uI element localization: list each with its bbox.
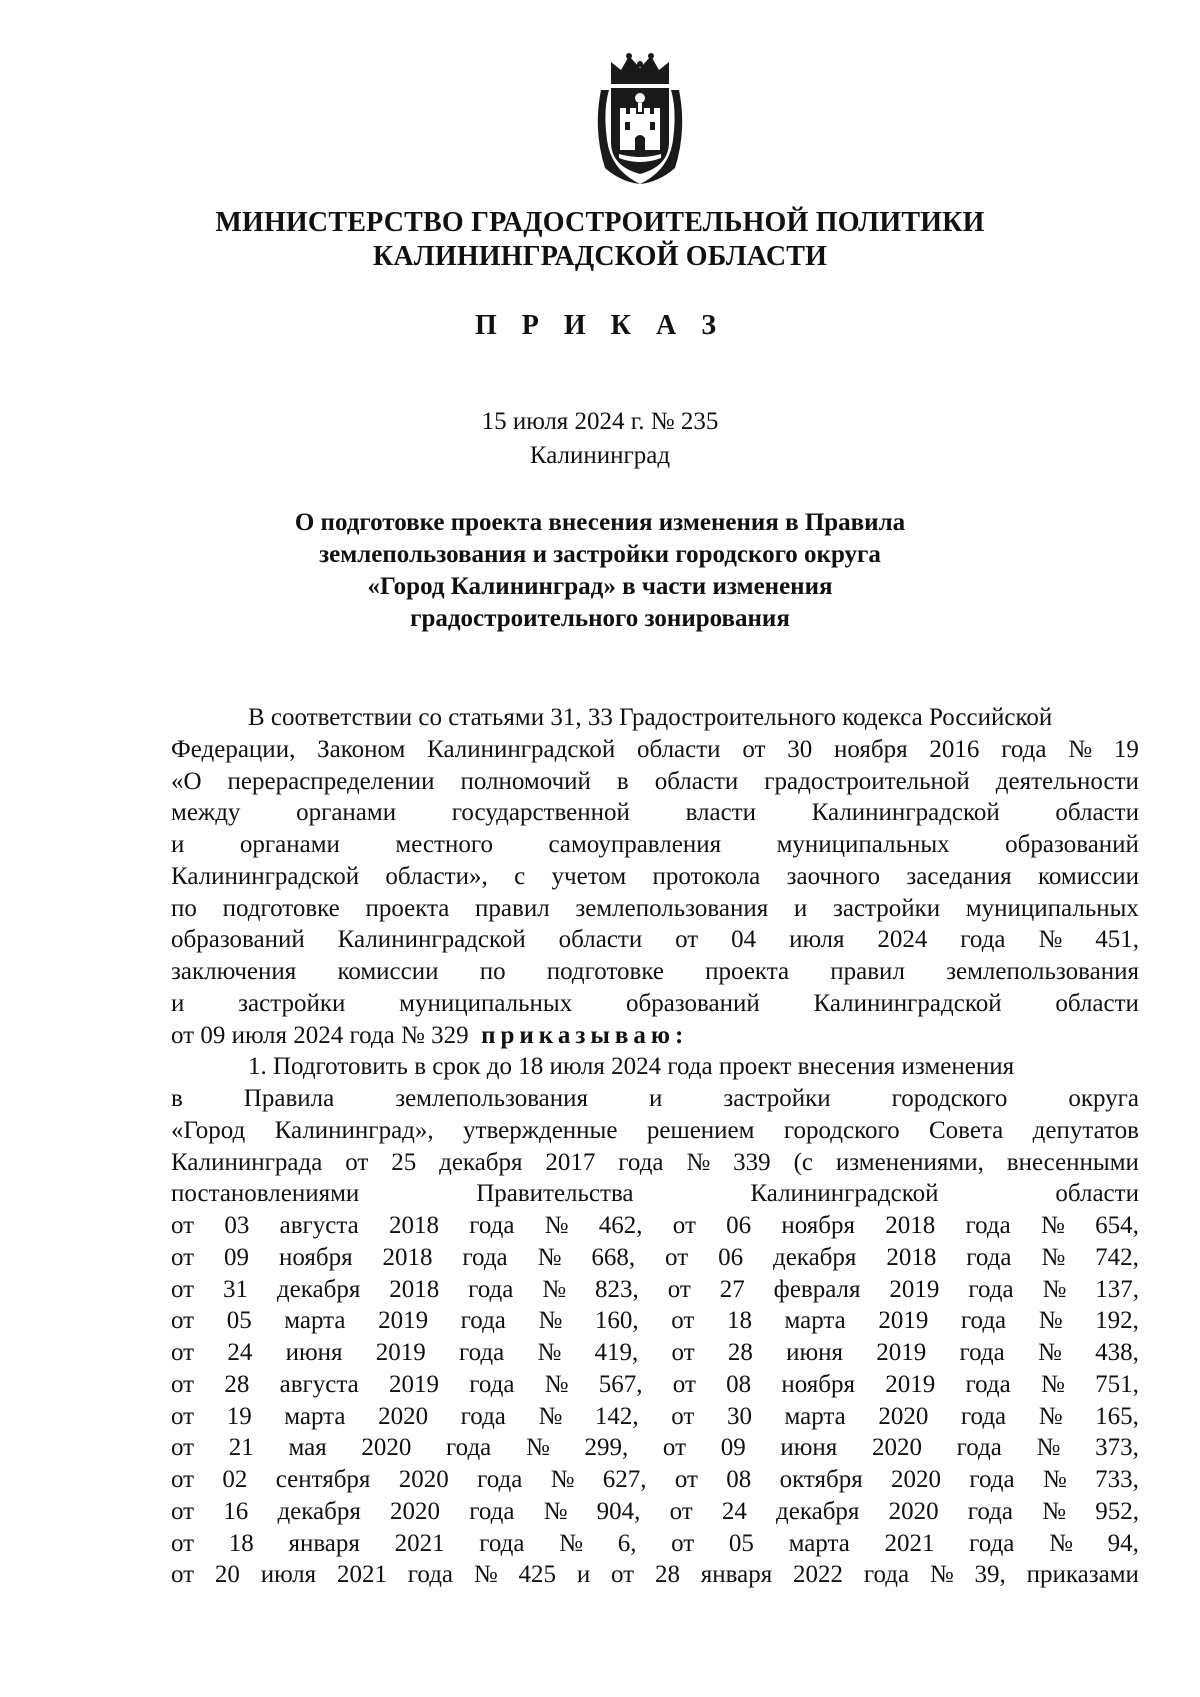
body-line: от 02 сентября 2020 года № 627, от 08 октября 2020 года № 733, xyxy=(171,1466,1139,1493)
body-line: заключения комиссии по подготовке проекта правил землепользования xyxy=(171,958,1139,985)
body-line: между органами государственной власти Калининградской области xyxy=(171,799,1139,827)
body-line: «Город Калининград», утвержденные решением городского Совета депутатов xyxy=(171,1116,1139,1144)
ministry-name xyxy=(0,206,1200,274)
document-body xyxy=(171,702,1139,1591)
coat-of-arms-emblem xyxy=(591,50,689,186)
body-line: в Правила землепользования и застройки городского округа xyxy=(171,1085,1139,1112)
subject-line-1: О подготовке проекта внесения изменения в Правила xyxy=(294,509,906,536)
document-subject xyxy=(0,507,1200,635)
body-line: от 09 ноября 2018 года № 668, от 06 декабря 2018 года № 742, xyxy=(171,1243,1139,1271)
subject-line-4: градостроительного зонирования xyxy=(410,605,790,632)
body-line: Федерации, Законом Калининградской области от 30 ноября 2016 года № 19 xyxy=(171,735,1139,763)
body-line: от 18 января 2021 года № 6, от 05 марта 2021 года № 94, xyxy=(171,1529,1139,1557)
body-line: по подготовке проекта правил землепользования и застройки муниципальных xyxy=(171,894,1139,922)
body-line: от 24 июня 2019 года № 419, от 28 июня 2019 года № 438, xyxy=(171,1339,1139,1366)
body-line: от 21 мая 2020 года № 299, от 09 июня 2020 года № 373, xyxy=(171,1434,1139,1462)
document-meta xyxy=(0,405,1200,473)
body-line: Калининграда от 25 декабря 2017 года № 339 (с изменениями, внесенными xyxy=(171,1148,1139,1176)
city: Калининград xyxy=(529,442,671,469)
body-line: 1. Подготовить в срок до 18 июля 2024 года проект внесения изменения xyxy=(248,1053,1015,1081)
body-line: от 19 марта 2020 года № 142, от 30 марта 2020 года № 165, xyxy=(171,1402,1139,1430)
body-line: и застройки муниципальных образований Калининградской области xyxy=(171,989,1139,1017)
ministry-name-line-1: МИНИСТЕРСТВО ГРАДОСТРОИТЕЛЬНОЙ ПОЛИТИКИ xyxy=(215,207,985,238)
body-line: «О перераспределении полномочий в области градостроительной деятельности xyxy=(171,767,1139,795)
body-line: и органами местного самоуправления муниципальных образований xyxy=(171,831,1139,858)
body-line: от 05 марта 2019 года № 160, от 18 марта 2019 года № 192, xyxy=(171,1307,1139,1335)
body-line: от 31 декабря 2018 года № 823, от 27 февраля 2019 года № 137, xyxy=(171,1275,1139,1303)
body-line: Калининградской области», с учетом протокола заочного заседания комиссии xyxy=(171,862,1139,890)
body-line: образований Калининградской области от 04 июля 2024 года № 451, xyxy=(171,926,1139,954)
body-line: В соответствии со статьями 31, 33 Градостроительного кодекса Российской xyxy=(248,704,1053,731)
subject-line-3: «Город Калининград» в части изменения xyxy=(367,573,833,600)
ministry-name-line-2: КАЛИНИНГРАДСКОЙ ОБЛАСТИ xyxy=(372,241,828,272)
body-line: от 16 декабря 2020 года № 904, от 24 декабря 2020 года № 952, xyxy=(171,1497,1139,1525)
body-line: от 28 августа 2019 года № 567, от 08 ноября 2019 года № 751, xyxy=(171,1370,1139,1398)
document-type-title: П Р И К А З xyxy=(475,310,725,341)
order-word: приказываю: xyxy=(481,1021,689,1049)
body-line: от 20 июля 2021 года № 425 и от 28 января 2022 года № 39, приказами xyxy=(171,1561,1139,1589)
date-and-number: 15 июля 2024 г. № 235 xyxy=(481,408,719,435)
body-line-ordering xyxy=(171,1020,1139,1052)
subject-line-2: землепользования и застройки городского округа xyxy=(319,541,881,568)
body-line: от 09 июля 2024 года № 329 xyxy=(171,1021,469,1049)
body-line: от 03 августа 2018 года № 462, от 06 ноября 2018 года № 654, xyxy=(171,1212,1139,1239)
body-line: постановлениями Правительства Калининградской области xyxy=(171,1180,1139,1208)
